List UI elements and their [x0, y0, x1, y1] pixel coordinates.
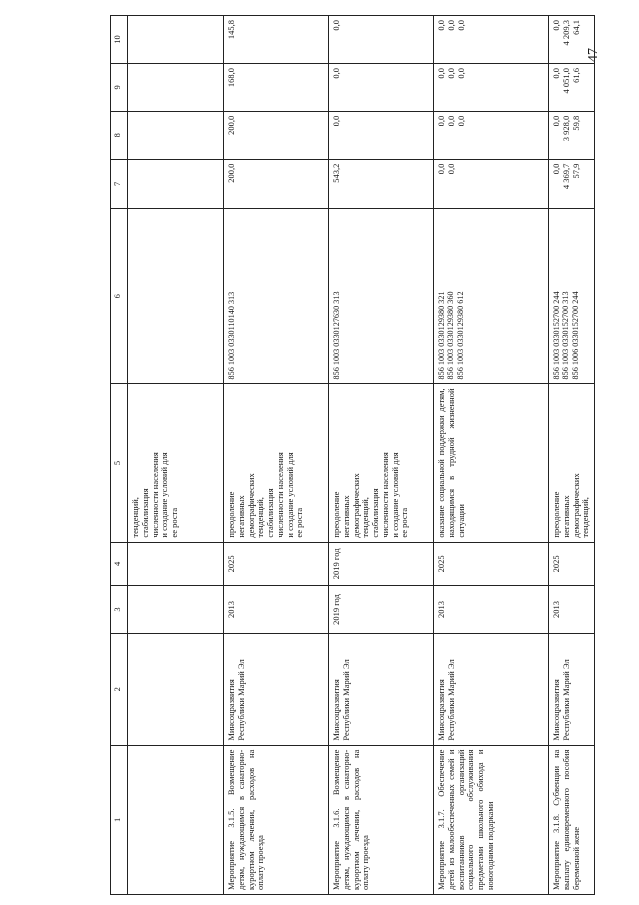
value: 0,0 — [331, 115, 341, 127]
value: 0,0 — [436, 20, 446, 31]
value-col-10 — [329, 16, 434, 64]
value-col-9 — [224, 63, 329, 111]
budget-codes — [224, 208, 329, 384]
cell-empty — [128, 63, 224, 111]
budget-codes — [549, 208, 595, 384]
continuation-row — [128, 16, 224, 895]
goal-text: преодоление негативных демографических тенденций, — [549, 384, 595, 542]
value: 0,0 — [445, 20, 456, 31]
budget-table-rotated — [110, 15, 591, 895]
value-col-8 — [224, 111, 329, 159]
value: 59,8 — [570, 115, 581, 131]
value: 543,2 — [331, 163, 341, 183]
column-header: 7 — [111, 159, 128, 208]
budget-code: 856 1003 0330152700 244 — [552, 291, 561, 380]
table-row — [329, 16, 434, 895]
cell-empty — [128, 16, 224, 64]
start-year: 2019 год — [329, 586, 434, 634]
column-header: 3 — [111, 586, 128, 634]
column-header: 6 — [111, 208, 128, 384]
budget-code: 856 1003 0330127630 313 — [332, 291, 341, 380]
value: 0,0 — [551, 20, 561, 31]
value: 0,0 — [455, 20, 466, 31]
value-col-10 — [434, 16, 549, 64]
value-col-7 — [549, 159, 595, 208]
cell-empty — [128, 208, 224, 384]
value: 0,0 — [445, 163, 456, 175]
column-header: 1 — [111, 745, 128, 894]
value: 0,0 — [551, 67, 561, 79]
value-col-9 — [329, 63, 434, 111]
value-col-10 — [549, 16, 595, 64]
table-row — [434, 16, 549, 895]
table-body — [128, 16, 595, 895]
budget-code: 856 1003 0330152700 313 — [561, 291, 571, 380]
value: 61,6 — [570, 67, 581, 83]
goal-text: преодоление негативных демографических тенденций, стабилизация численности населения и создание условий для ее роста — [224, 384, 329, 542]
cell-empty — [128, 159, 224, 208]
table-row — [224, 16, 329, 895]
value-col-9 — [434, 63, 549, 111]
cell-empty — [128, 633, 224, 745]
value: 168,0 — [226, 67, 236, 88]
value: 4 051,0 — [560, 67, 571, 94]
header-row — [111, 16, 128, 895]
value: 4 369,7 — [560, 163, 571, 190]
start-year: 2013 — [549, 586, 595, 634]
measure-title: Мероприятие 3.1.8. Субвенции на выплату единовременного пособия беременной жене — [549, 745, 595, 894]
cell-empty — [128, 542, 224, 586]
budget-code: 856 1003 0330129380 321 — [437, 291, 446, 380]
executor: Минсоцразвития Республики Марий Эл — [224, 633, 329, 745]
goal-text: преодоление негативных демографических тенденций, стабилизация численности населения и создание условий для ее роста — [329, 384, 434, 542]
end-year: 2025 — [434, 542, 549, 586]
column-header: 2 — [111, 633, 128, 745]
cell-empty — [128, 111, 224, 159]
value-col-7 — [224, 159, 329, 208]
value-col-10 — [224, 16, 329, 64]
value: 4 209,3 — [560, 20, 571, 46]
start-year: 2013 — [434, 586, 549, 634]
value-col-7 — [434, 159, 549, 208]
budget-codes — [329, 208, 434, 384]
page-number: 47 — [586, 48, 601, 62]
value: 0,0 — [436, 163, 446, 175]
value-col-9 — [549, 63, 595, 111]
budget-code: 856 1003 0330110140 313 — [227, 291, 236, 380]
value: 200,0 — [226, 115, 236, 135]
measure-title: Мероприятие 3.1.5. Возмещение детям, нуждающимся в санаторно-курортном лечении, расходов на оплату проезда — [224, 745, 329, 894]
end-year: 2025 — [224, 542, 329, 586]
value: 64,1 — [570, 20, 581, 35]
value: 145,8 — [226, 20, 236, 40]
cell-empty — [128, 745, 224, 894]
measure-title: Мероприятие 3.1.6. Возмещение детям, нуждающимся в санаторно-курортном лечении, расходов на оплату проезда — [329, 745, 434, 894]
end-year: 2025 — [549, 542, 595, 586]
goal-text-continued: тенденций, стабилизация численности населения и создание условий для ее роста — [128, 384, 224, 542]
goal-text: оказание социальной поддержки детям, находящимся в трудной жизненной ситуации — [434, 384, 549, 542]
measure-title: Мероприятие 3.1.7. Обеспечение детей из малообеспеченных семей и воспитанников организаций социального обслуживания предметами школьного обихода и новогодними подарками — [434, 745, 549, 894]
budget-code: 856 1003 0330129380 360 — [446, 291, 456, 380]
budget-table — [110, 15, 595, 895]
value: 0,0 — [551, 163, 561, 175]
column-header: 10 — [111, 16, 128, 64]
value: 0,0 — [436, 115, 446, 127]
value: 0,0 — [455, 115, 466, 127]
value: 0,0 — [445, 67, 456, 79]
budget-codes — [434, 208, 549, 384]
value: 57,9 — [570, 163, 581, 179]
value: 3 928,0 — [560, 115, 571, 142]
value-col-8 — [329, 111, 434, 159]
end-year: 2019 год — [329, 542, 434, 586]
executor: Минсоцразвития Республики Марий Эл — [329, 633, 434, 745]
column-header: 9 — [111, 63, 128, 111]
start-year: 2013 — [224, 586, 329, 634]
column-header: 8 — [111, 111, 128, 159]
value-col-8 — [434, 111, 549, 159]
value-col-8 — [549, 111, 595, 159]
value: 200,0 — [226, 163, 236, 183]
column-header: 5 — [111, 384, 128, 542]
value: 0,0 — [436, 67, 446, 79]
budget-code: 856 1003 0330129380 612 — [455, 291, 465, 380]
cell-empty — [128, 586, 224, 634]
value: 0,0 — [455, 67, 466, 79]
executor: Минсоцразвития Республики Марий Эл — [549, 633, 595, 745]
table-row — [549, 16, 595, 895]
value-col-7 — [329, 159, 434, 208]
column-header: 4 — [111, 542, 128, 586]
budget-code: 856 1006 0330152700 244 — [570, 291, 580, 380]
executor: Минсоцразвития Республики Марий Эл — [434, 633, 549, 745]
value: 0,0 — [551, 115, 561, 127]
value: 0,0 — [331, 20, 341, 31]
value: 0,0 — [445, 115, 456, 127]
value: 0,0 — [331, 67, 341, 79]
